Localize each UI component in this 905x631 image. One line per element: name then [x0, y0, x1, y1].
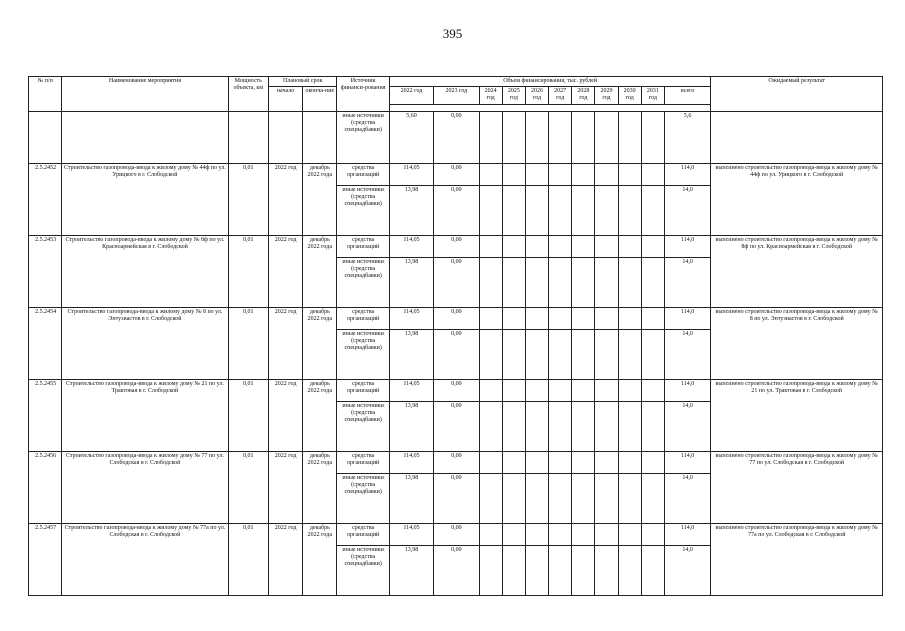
- source-cell: средства организаций: [337, 307, 389, 329]
- row-result: выполнено строительство газопровода-ввода к жилому дому № 21 по ул. Трактовая в г. Слободской: [711, 379, 883, 451]
- empty-cell: [502, 545, 525, 595]
- empty-cell: [641, 523, 664, 545]
- row-capacity: 0,01: [228, 235, 268, 307]
- value-cell: 0,00: [434, 111, 479, 163]
- empty-cell: [641, 451, 664, 473]
- empty-cell: [525, 473, 548, 523]
- empty-cell: [618, 545, 641, 595]
- empty-cell: [549, 379, 572, 401]
- row-end: декабрь 2022 года: [303, 523, 337, 595]
- header-source: Источник финанси-рования: [337, 77, 389, 112]
- empty-cell: [525, 545, 548, 595]
- empty-cell: [525, 523, 548, 545]
- empty-cell: [618, 329, 641, 379]
- empty-cell: [595, 329, 618, 379]
- empty-cell: [525, 329, 548, 379]
- value-cell: 0,00: [434, 163, 479, 185]
- row-end: декабрь 2022 года: [303, 235, 337, 307]
- total-cell: 114,0: [664, 379, 710, 401]
- header-year: 2031 год: [641, 87, 664, 104]
- empty-cell: [479, 235, 502, 257]
- row-name: Строительство газопровода-ввода к жилому дому № 77а по ул. Слободская в г. Слободской: [62, 523, 228, 595]
- empty-cell: [549, 401, 572, 451]
- row-number: 2.5.2454: [29, 307, 62, 379]
- empty-cell: [595, 545, 618, 595]
- row-result: выполнено строительство газопровода-ввода к жилому дому № 77 по ул. Слободская в г. Слободской: [711, 451, 883, 523]
- empty-cell: [549, 235, 572, 257]
- funding-table: [28, 76, 883, 596]
- source-cell: иные источники (средства спецнадбавки): [337, 401, 389, 451]
- empty-cell: [479, 473, 502, 523]
- empty-cell: [572, 307, 595, 329]
- total-cell: 14,0: [664, 329, 710, 379]
- header-num: № п/п: [29, 77, 62, 112]
- empty-cell: [572, 163, 595, 185]
- header-year: 2030 год: [618, 87, 641, 104]
- value-cell: 13,98: [389, 329, 433, 379]
- empty-cell: [618, 523, 641, 545]
- empty-cell: [479, 163, 502, 185]
- total-cell: 114,0: [664, 523, 710, 545]
- row-name: Строительство газопровода-ввода к жилому дому № 8ф по ул. Красноармейская в г. Слободской: [62, 235, 228, 307]
- empty-cell: [549, 329, 572, 379]
- value-cell: 5,60: [389, 111, 433, 163]
- header-year: 2025 год: [502, 87, 525, 104]
- empty-cell: [641, 235, 664, 257]
- header-term-start: начало: [268, 87, 302, 111]
- empty-cell: [618, 257, 641, 307]
- empty-cell: [525, 379, 548, 401]
- source-cell: иные источники (средства спецнадбавки): [337, 545, 389, 595]
- empty-cell: [595, 451, 618, 473]
- total-cell: 14,0: [664, 473, 710, 523]
- value-cell: 114,05: [389, 235, 433, 257]
- empty-cell: [479, 379, 502, 401]
- row-number: 2.5.2455: [29, 379, 62, 451]
- header-year: 2029 год: [595, 87, 618, 104]
- empty-cell: [572, 329, 595, 379]
- empty-cell: [502, 257, 525, 307]
- empty-cell: [502, 401, 525, 451]
- empty-cell: [479, 185, 502, 235]
- empty-cell: [502, 163, 525, 185]
- value-cell: 114,05: [389, 379, 433, 401]
- empty-cell: [572, 451, 595, 473]
- empty-cell: [572, 545, 595, 595]
- empty-cell: [618, 185, 641, 235]
- empty-cell: [549, 451, 572, 473]
- empty-cell: [641, 307, 664, 329]
- value-cell: 0,00: [434, 329, 479, 379]
- empty-cell: [502, 307, 525, 329]
- empty-cell: [572, 379, 595, 401]
- empty-cell: [549, 545, 572, 595]
- value-cell: 13,98: [389, 257, 433, 307]
- header-result: Ожидаемый результат: [711, 77, 883, 112]
- total-cell: 5,6: [664, 111, 710, 163]
- row-capacity: 0,01: [228, 523, 268, 595]
- table-row: [29, 235, 883, 257]
- row-end: декабрь 2022 года: [303, 307, 337, 379]
- empty-cell: [618, 401, 641, 451]
- source-cell: иные источники (средства спецнадбавки): [337, 111, 389, 163]
- row-name: Строительство газопровода-ввода к жилому дому № 21 по ул. Трактовая в г. Слободской: [62, 379, 228, 451]
- empty-cell: [618, 235, 641, 257]
- empty-cell: [595, 307, 618, 329]
- row-start: 2022 год: [268, 163, 302, 235]
- total-cell: 14,0: [664, 257, 710, 307]
- row-start: 2022 год: [268, 379, 302, 451]
- empty-cell: [618, 163, 641, 185]
- row-name: Строительство газопровода-ввода к жилому дому № 8 по ул. Энтузиастов в г. Слободской: [62, 307, 228, 379]
- source-cell: средства организаций: [337, 163, 389, 185]
- value-cell: 13,98: [389, 473, 433, 523]
- source-cell: средства организаций: [337, 379, 389, 401]
- empty-cell: [618, 473, 641, 523]
- value-cell: 0,00: [434, 307, 479, 329]
- row-start: 2022 год: [268, 307, 302, 379]
- value-cell: 13,98: [389, 185, 433, 235]
- empty-cell: [525, 163, 548, 185]
- empty-cell: [502, 329, 525, 379]
- row-end: декабрь 2022 года: [303, 379, 337, 451]
- row-name: Строительство газопровода-ввода к жилому дому № 77 по ул. Слободская в г. Слободской: [62, 451, 228, 523]
- header-year: 2027 год: [549, 87, 572, 104]
- total-cell: 14,0: [664, 545, 710, 595]
- empty-cell: [641, 401, 664, 451]
- row-number: 2.5.2452: [29, 163, 62, 235]
- value-cell: 114,05: [389, 163, 433, 185]
- row-result: выполнено строительство газопровода-ввода к жилому дому № 8 по ул. Энтузиастов в г. Слободской: [711, 307, 883, 379]
- empty-cell: [502, 473, 525, 523]
- empty-cell: [641, 473, 664, 523]
- empty-cell: [549, 163, 572, 185]
- total-cell: 114,0: [664, 307, 710, 329]
- empty-cell: [595, 163, 618, 185]
- empty-cell: [595, 257, 618, 307]
- empty-cell: [479, 307, 502, 329]
- value-cell: 0,00: [434, 257, 479, 307]
- table-row: [29, 523, 883, 545]
- total-cell: 114,0: [664, 235, 710, 257]
- total-cell: 14,0: [664, 185, 710, 235]
- value-cell: 0,00: [434, 473, 479, 523]
- source-cell: иные источники (средства спецнадбавки): [337, 185, 389, 235]
- empty-cell: [641, 329, 664, 379]
- value-cell: 0,00: [434, 523, 479, 545]
- table-row: [29, 379, 883, 401]
- empty-cell: [525, 451, 548, 473]
- table-row: [29, 307, 883, 329]
- row-result: выполнено строительство газопровода-ввода к жилому дому № 8ф по ул. Красноармейская в г. Слободской: [711, 235, 883, 307]
- value-cell: 0,00: [434, 545, 479, 595]
- value-cell: 0,00: [434, 451, 479, 473]
- empty-cell: [595, 473, 618, 523]
- header-term-end: оконча-ние: [303, 87, 337, 111]
- empty-cell: [572, 185, 595, 235]
- row-start: 2022 год: [268, 451, 302, 523]
- row-number: 2.5.2453: [29, 235, 62, 307]
- empty-cell: [595, 379, 618, 401]
- empty-cell: [479, 329, 502, 379]
- value-cell: 0,00: [434, 401, 479, 451]
- empty-cell: [549, 307, 572, 329]
- empty-cell: [525, 401, 548, 451]
- header-name: Наименование мероприятия: [62, 77, 228, 112]
- empty-cell: [525, 257, 548, 307]
- value-cell: 114,05: [389, 307, 433, 329]
- table-row: [29, 111, 883, 163]
- row-end: декабрь 2022 года: [303, 163, 337, 235]
- header-year: 2028 год: [572, 87, 595, 104]
- row-capacity: 0,01: [228, 451, 268, 523]
- total-cell: 14,0: [664, 401, 710, 451]
- table-row: [29, 451, 883, 473]
- empty-cell: [479, 257, 502, 307]
- empty-cell: [525, 185, 548, 235]
- empty-cell: [595, 401, 618, 451]
- total-cell: 114,0: [664, 163, 710, 185]
- row-result: выполнено строительство газопровода-ввода к жилому дому № 44ф по ул. Урицкого в г. Слободской: [711, 163, 883, 235]
- empty-cell: [572, 257, 595, 307]
- row-number: 2.5.2457: [29, 523, 62, 595]
- table-row: [29, 163, 883, 185]
- empty-cell: [479, 545, 502, 595]
- value-cell: 0,00: [434, 235, 479, 257]
- empty-cell: [618, 451, 641, 473]
- row-name: Строительство газопровода-ввода к жилому дому № 44ф по ул. Урицкого в г. Слободской: [62, 163, 228, 235]
- empty-cell: [549, 523, 572, 545]
- header-year: 2026 год: [525, 87, 548, 104]
- row-result: выполнено строительство газопровода-ввода к жилому дому № 77а по ул. Слободская в г. Слободской: [711, 523, 883, 595]
- source-cell: иные источники (средства спецнадбавки): [337, 473, 389, 523]
- value-cell: 13,98: [389, 545, 433, 595]
- empty-cell: [502, 185, 525, 235]
- empty-cell: [595, 523, 618, 545]
- empty-cell: [641, 185, 664, 235]
- empty-cell: [572, 523, 595, 545]
- total-cell: 114,0: [664, 451, 710, 473]
- empty-cell: [479, 401, 502, 451]
- row-number: 2.5.2456: [29, 451, 62, 523]
- empty-cell: [641, 379, 664, 401]
- header-total: всего: [664, 87, 710, 104]
- empty-cell: [479, 523, 502, 545]
- page-number: 395: [442, 26, 463, 41]
- source-cell: средства организаций: [337, 235, 389, 257]
- header-year: 2024 год: [479, 87, 502, 104]
- row-capacity: 0,01: [228, 379, 268, 451]
- value-cell: 13,98: [389, 401, 433, 451]
- row-capacity: 0,01: [228, 307, 268, 379]
- empty-cell: [549, 257, 572, 307]
- value-cell: 0,00: [434, 185, 479, 235]
- header-funding: Объем финансирования, тыс. рублей: [389, 77, 711, 87]
- value-cell: 114,05: [389, 523, 433, 545]
- empty-cell: [502, 523, 525, 545]
- empty-cell: [502, 451, 525, 473]
- source-cell: иные источники (средства спецнадбавки): [337, 329, 389, 379]
- empty-cell: [549, 473, 572, 523]
- empty-cell: [595, 185, 618, 235]
- empty-cell: [502, 235, 525, 257]
- empty-cell: [525, 307, 548, 329]
- row-end: декабрь 2022 года: [303, 451, 337, 523]
- empty-cell: [525, 235, 548, 257]
- header-capacity: Мощность объекта, км: [228, 77, 268, 112]
- empty-cell: [572, 235, 595, 257]
- empty-cell: [572, 401, 595, 451]
- header-year: 2022 год: [389, 87, 433, 104]
- empty-cell: [641, 163, 664, 185]
- value-cell: 0,00: [434, 379, 479, 401]
- source-cell: иные источники (средства спецнадбавки): [337, 257, 389, 307]
- empty-cell: [618, 307, 641, 329]
- header-term: Плановый срок: [268, 77, 337, 87]
- header-year: 2023 год: [434, 87, 479, 104]
- row-start: 2022 год: [268, 523, 302, 595]
- empty-cell: [502, 379, 525, 401]
- empty-cell: [618, 379, 641, 401]
- empty-cell: [641, 257, 664, 307]
- source-cell: средства организаций: [337, 451, 389, 473]
- empty-cell: [549, 185, 572, 235]
- value-cell: 114,05: [389, 451, 433, 473]
- row-capacity: 0,01: [228, 163, 268, 235]
- source-cell: средства организаций: [337, 523, 389, 545]
- row-start: 2022 год: [268, 235, 302, 307]
- empty-cell: [641, 545, 664, 595]
- empty-cell: [479, 451, 502, 473]
- empty-cell: [572, 473, 595, 523]
- empty-cell: [595, 235, 618, 257]
